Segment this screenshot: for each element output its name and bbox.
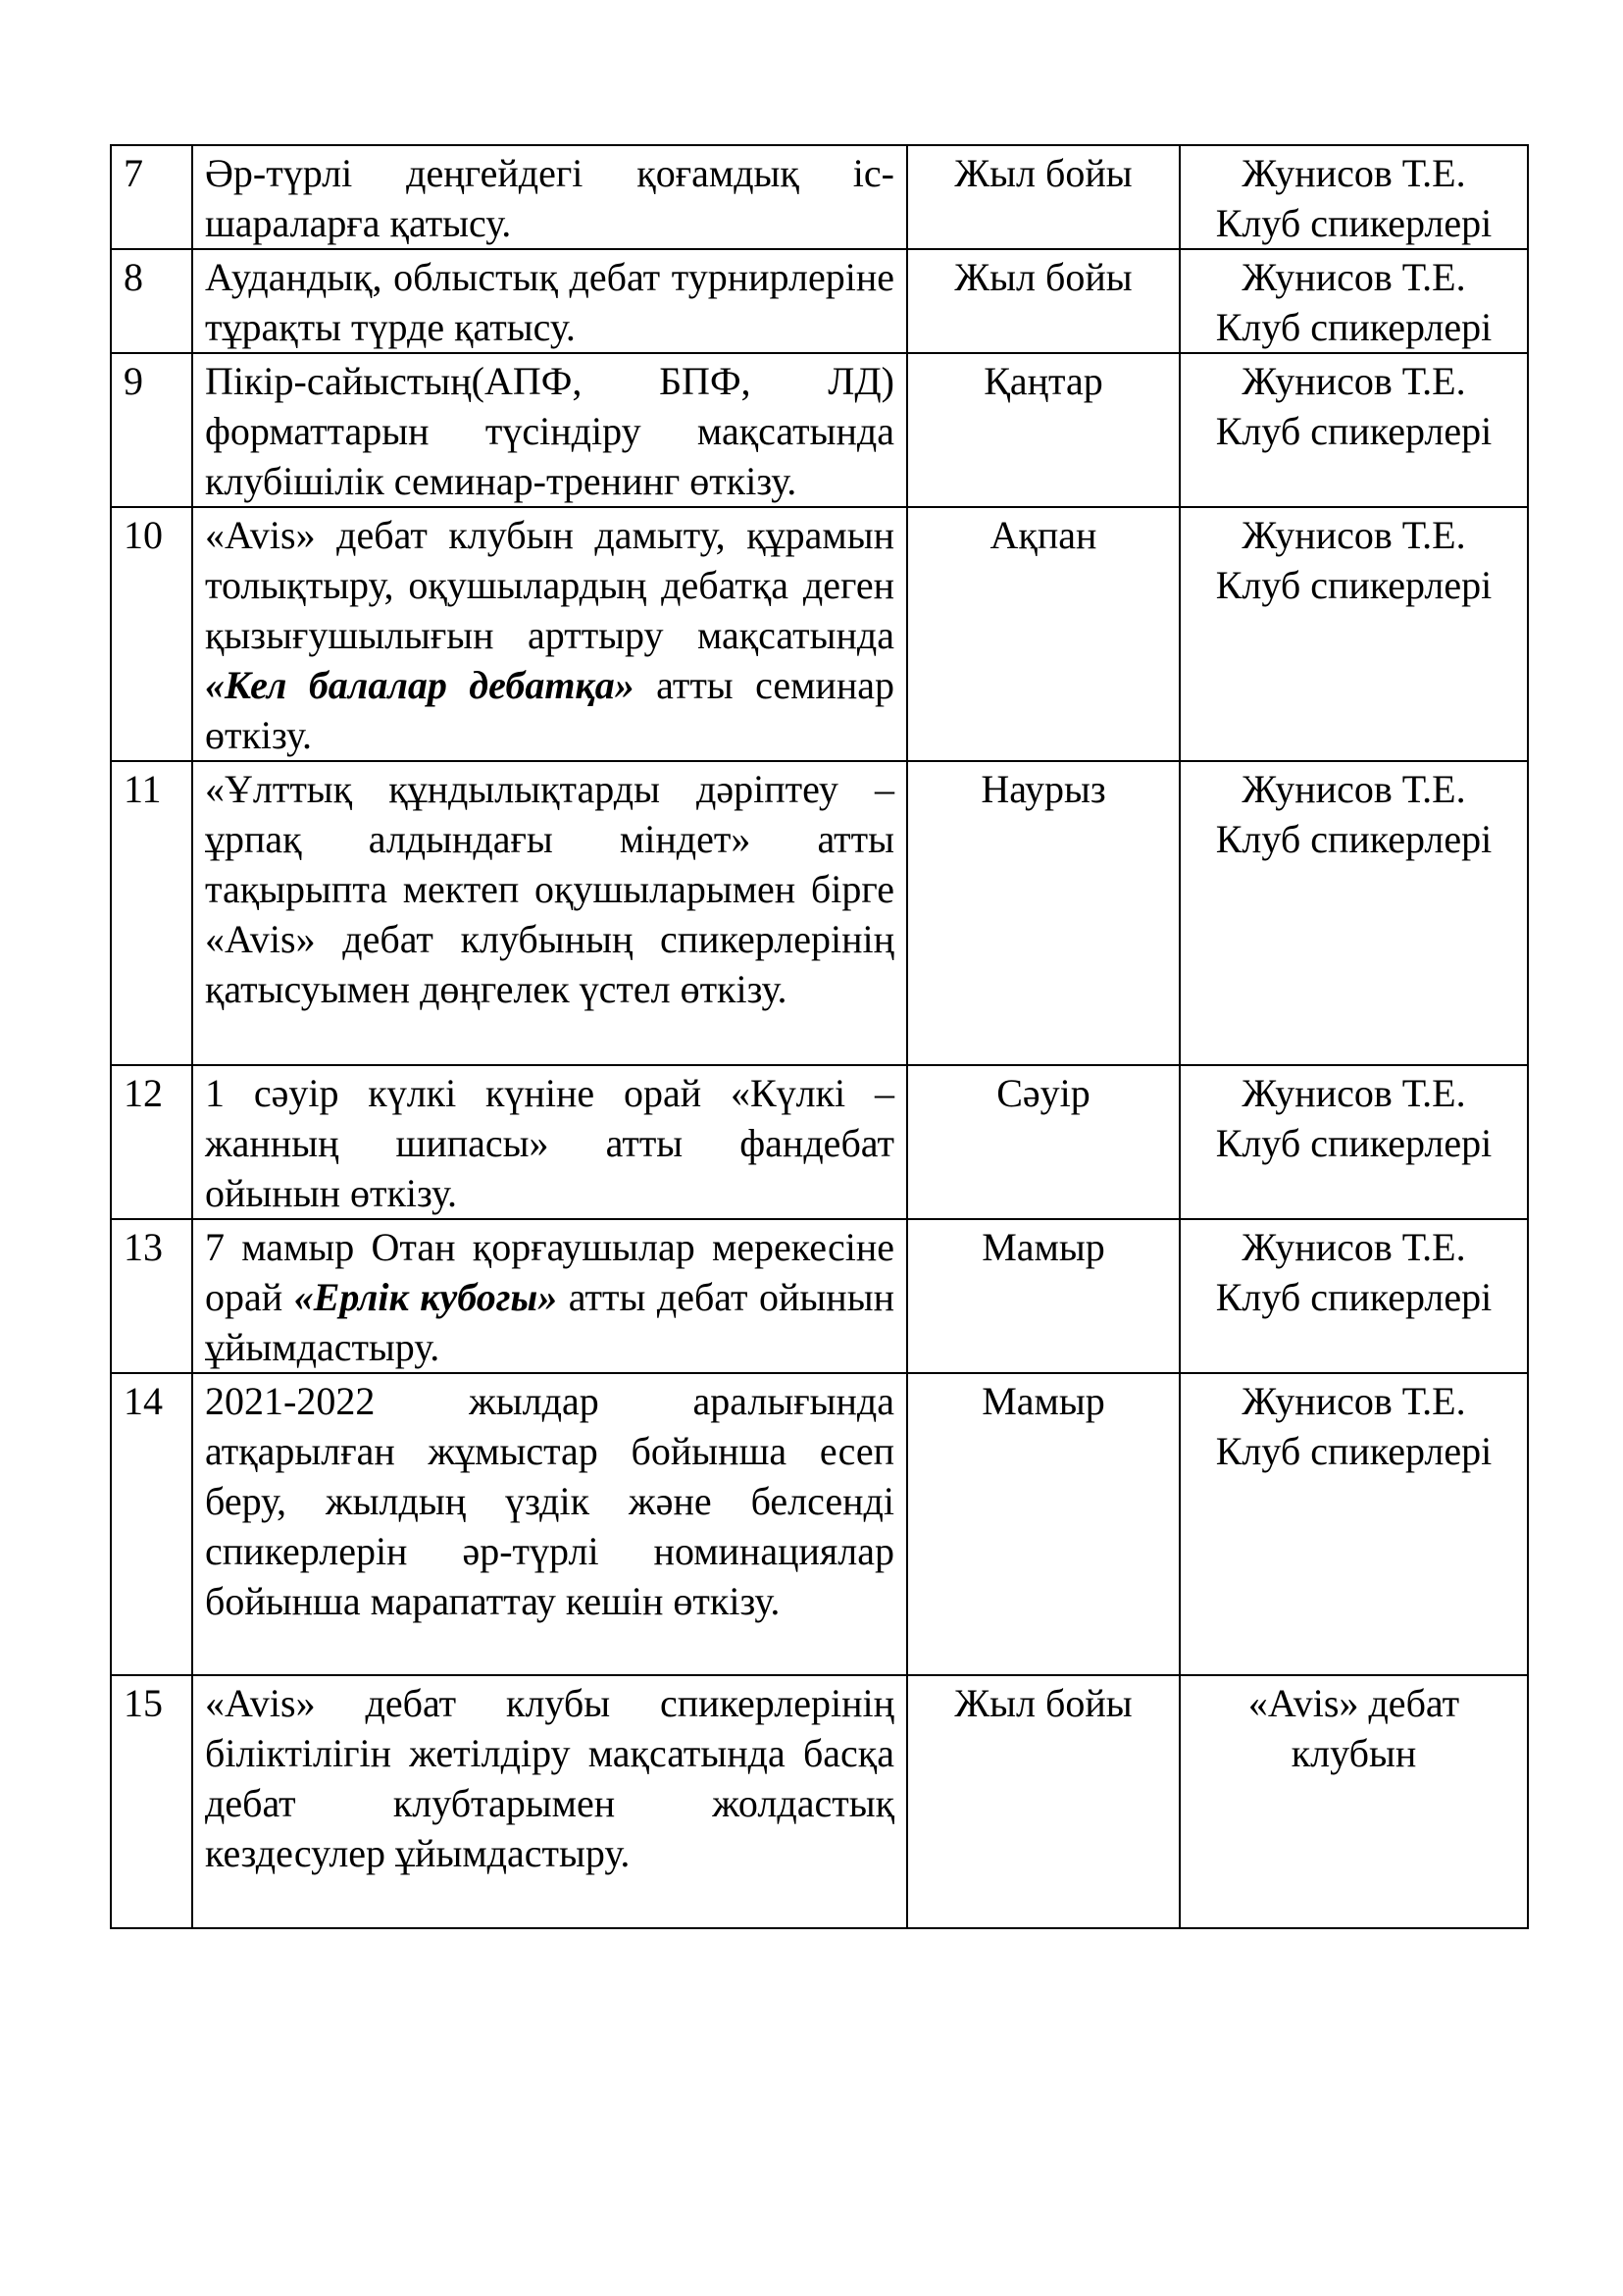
responsible-group: Клуб спикерлері bbox=[1215, 1121, 1493, 1165]
activity-description: Аудандық, облыстық дебат турнирлеріне тұрақты түрде қатысу. bbox=[192, 249, 907, 353]
responsible-name: Жунисов Т.Е. bbox=[1242, 255, 1466, 299]
activity-text-tail: атты дебат ойынын ұйымдастыру. bbox=[205, 1275, 894, 1369]
responsible-group: Клуб спикерлері bbox=[1215, 563, 1493, 607]
table-row bbox=[111, 145, 1528, 249]
responsible-name: Жунисов Т.Е. bbox=[1242, 151, 1466, 195]
activity-date: Жыл бойы bbox=[907, 1675, 1180, 1928]
responsible-cell bbox=[1180, 1675, 1528, 1928]
responsible-group: Клуб спикерлері bbox=[1215, 1275, 1493, 1319]
table-row bbox=[111, 249, 1528, 353]
table-row bbox=[111, 761, 1528, 1065]
row-number: 12 bbox=[111, 1065, 192, 1219]
row-number: 15 bbox=[111, 1675, 192, 1928]
responsible-cell bbox=[1180, 761, 1528, 1065]
activity-plan-table bbox=[110, 144, 1529, 1929]
responsible-name: Жунисов Т.Е. bbox=[1242, 767, 1466, 811]
event-title: «Ерлік кубогы» bbox=[293, 1275, 558, 1319]
responsible-name: Жунисов Т.Е. bbox=[1242, 1379, 1466, 1423]
activity-date: Ақпан bbox=[907, 507, 1180, 761]
row-number: 10 bbox=[111, 507, 192, 761]
activity-date: Мамыр bbox=[907, 1219, 1180, 1373]
row-number: 14 bbox=[111, 1373, 192, 1675]
activity-date: Жыл бойы bbox=[907, 145, 1180, 249]
activity-text-lead: 7 мамыр Отан қорғаушылар мерекесіне орай bbox=[205, 1225, 894, 1319]
responsible-cell bbox=[1180, 1373, 1528, 1675]
activity-description: «Ұлттық құндылықтарды дәріптеу – ұрпақ алдындағы міндет» атты тақырыпта мектеп оқушыларымен бірге «Avis» дебат клубының спикерлерінің қатысуымен дөңгелек үстел өткізу. bbox=[192, 761, 907, 1065]
activity-description: Әр-түрлі деңгейдегі қоғамдық іс-шараларға қатысу. bbox=[192, 145, 907, 249]
responsible-group: Клуб спикерлері bbox=[1215, 1429, 1493, 1473]
responsible-cell bbox=[1180, 145, 1528, 249]
activity-date: Сәуір bbox=[907, 1065, 1180, 1219]
activity-date: Қаңтар bbox=[907, 353, 1180, 507]
row-number: 8 bbox=[111, 249, 192, 353]
row-number: 13 bbox=[111, 1219, 192, 1373]
table-row bbox=[111, 507, 1528, 761]
responsible-cell bbox=[1180, 249, 1528, 353]
table-row bbox=[111, 1219, 1528, 1373]
table-row bbox=[111, 1065, 1528, 1219]
responsible-name: Жунисов Т.Е. bbox=[1242, 513, 1466, 557]
responsible-name: Жунисов Т.Е. bbox=[1242, 1071, 1466, 1115]
row-number: 9 bbox=[111, 353, 192, 507]
responsible-name: Жунисов Т.Е. bbox=[1242, 1225, 1466, 1269]
responsible-group: Клуб спикерлері bbox=[1215, 409, 1493, 453]
table-row bbox=[111, 1675, 1528, 1928]
row-number: 7 bbox=[111, 145, 192, 249]
activity-date: Наурыз bbox=[907, 761, 1180, 1065]
activity-text-lead: «Avis» дебат клубын дамыту, құрамын толықтыру, оқушылардың дебатқа деген қызығушылығын арттыру мақсатында bbox=[205, 513, 894, 657]
event-title: «Кел балалар дебатқа» bbox=[205, 663, 634, 707]
responsible-name: Жунисов Т.Е. bbox=[1242, 359, 1466, 403]
responsible-group: Клуб спикерлері bbox=[1215, 817, 1493, 861]
activity-description: 2021-2022 жылдар аралығында атқарылған жұмыстар бойынша есеп беру, жылдың үздік және белсенді спикерлерін әр-түрлі номинациялар бойынша марапаттау кешін өткізу. bbox=[192, 1373, 907, 1675]
activity-description bbox=[192, 507, 907, 761]
table-row bbox=[111, 1373, 1528, 1675]
row-number: 11 bbox=[111, 761, 192, 1065]
activity-date: Жыл бойы bbox=[907, 249, 1180, 353]
table-row bbox=[111, 353, 1528, 507]
responsible-group: клубын bbox=[1291, 1731, 1417, 1775]
responsible-group: Клуб спикерлері bbox=[1215, 201, 1493, 245]
activity-date: Мамыр bbox=[907, 1373, 1180, 1675]
activity-description: Пікір-сайыстың(АПФ, БПФ, ЛД) форматтарын түсіндіру мақсатында клубішілік семинар-тренинг өткізу. bbox=[192, 353, 907, 507]
responsible-cell bbox=[1180, 1219, 1528, 1373]
responsible-cell bbox=[1180, 353, 1528, 507]
responsible-group: Клуб спикерлері bbox=[1215, 305, 1493, 349]
responsible-cell bbox=[1180, 1065, 1528, 1219]
activity-description: «Avis» дебат клубы спикерлерінің біліктілігін жетілдіру мақсатында басқа дебат клубтарымен жолдастық кездесулер ұйымдастыру. bbox=[192, 1675, 907, 1928]
responsible-cell bbox=[1180, 507, 1528, 761]
activity-text-tail: атты семинар өткізу. bbox=[205, 663, 894, 757]
responsible-name: «Avis» дебат bbox=[1247, 1681, 1460, 1725]
activity-description bbox=[192, 1219, 907, 1373]
activity-description: 1 сәуір күлкі күніне орай «Күлкі – жанның шипасы» атты фандебат ойынын өткізу. bbox=[192, 1065, 907, 1219]
